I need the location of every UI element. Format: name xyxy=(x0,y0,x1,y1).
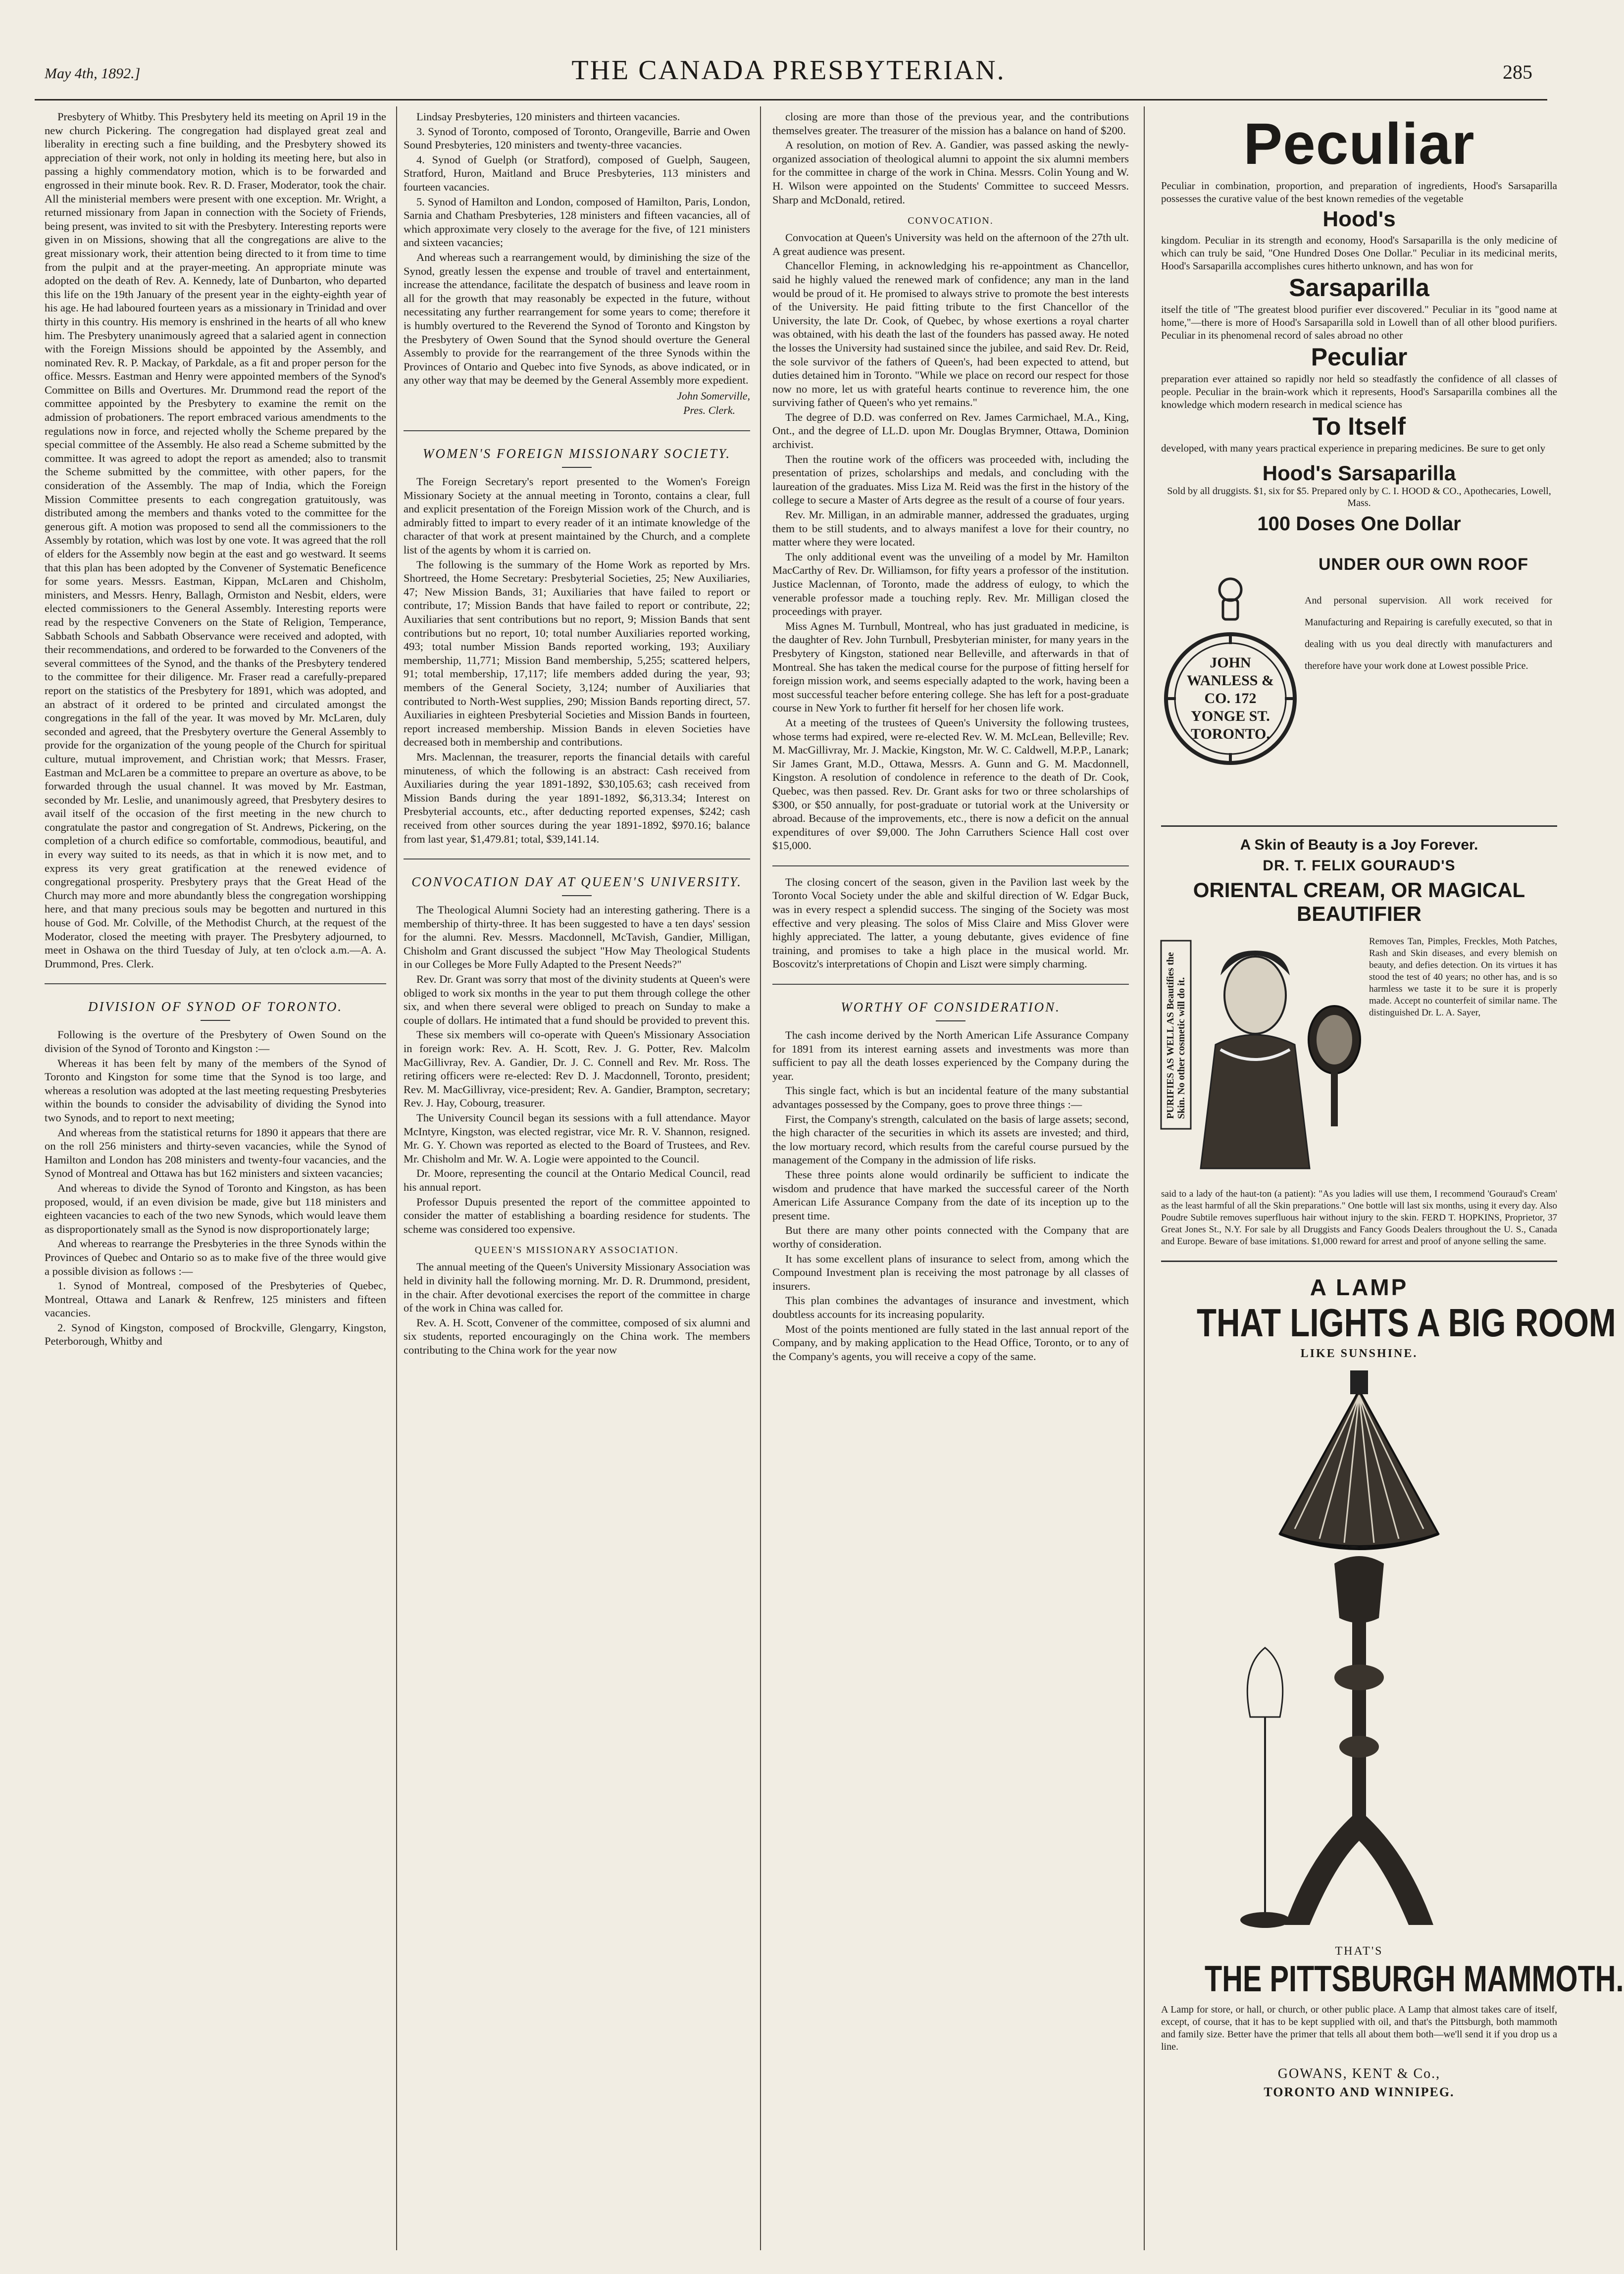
convocation-paragraph: The degree of D.D. was conferred on Rev. James Carmichael, M.A., King, Ont., and the degree of LL.D. upon Mr. Douglas Brymner, Ottawa, Dominion archivist. xyxy=(772,410,1129,451)
convocation-paragraph: The University Council began its sessions with a full attendance. Mayor McIntyre, Kingston, was elected registrar, vice Mr. R. V. Shannon, resigned. Mr. G. Y. Chown was reported as elected to the Board of Trustees, and Rev. Mr. Chisholm and Mr. W. A. Logie were appointed to the Council. xyxy=(404,1112,750,1165)
convocation-paragraph: Professor Dupuis presented the report of the committee appointed to consider the matter of establishing a boarding residence for students. The scheme was considered too expensive. xyxy=(404,1195,750,1235)
section-rule xyxy=(45,983,386,984)
gowans-kent-cities: TORONTO AND WINNIPEG. xyxy=(1264,2085,1455,2099)
qma-paragraph: The annual meeting of the Queen's University Missionary Association was held in divinity hall the following morning. Mr. D. R. Drummond, president, in the chair. After devotional exercises the report of the committee in charge of the work in China was called for. xyxy=(404,1261,750,1314)
division-paragraph: 2. Synod of Kingston, composed of Brockville, Glengarry, Kingston, Peterborough, Whitby and xyxy=(45,1321,386,1348)
convocation-paragraph: These six members will co-operate with Queen's Missionary Association in foreign work: Rev. A. H. Scott, Rev. J. G. Potter, Rev. Malcolm MacGillivray, Rev. A. Gandier, Dr. J. C. Connell and Rev. Mr. Ross. The retiring officers were re-elected: Rev D. J. Macdonnell, Toronto, president; Rev. M. MacGillivray, vice-president; Rev. A. Gandier, Brampton, secretary; Rev. J. Hay, Cobourg, treasurer. xyxy=(404,1028,750,1110)
convocation-paragraph: At a meeting of the trustees of Queen's University the following trustees, whose terms had expired, were re-elected Rev. W. M. McLean, Belleville; Rev. M. MacGillivray, Mr. J. Mackie, Kingston, Mr. W. C. Caldwell, M.P.P., Lanark; Sir James Grant, M.D., Ottawa, Messrs. A. Gunn and G. M. Macdonnell, Kingston. A resolution of condolence in reference to the death of Dr. Cook, Quebec, was then passed. Rev. Dr. Grant asks for two or three scholarships of $300, or $50 annually, for post-graduate or tutorial work at the University or abroad. Because of the improvements, etc., there is now a deficit on the annual expenditures of over $9,000. The John Carruthers Science Hall cost over $15,000. xyxy=(772,716,1129,852)
convocation-subheading: CONVOCATION. xyxy=(908,215,994,227)
worthy-paragraph: Most of the points mentioned are fully stated in the last annual report of the Company, and by making application to the Head Office, Toronto, or to any of the Company's agents, you will receive a copy of the same. xyxy=(772,1322,1129,1363)
gouraud-name: DR. T. FELIX GOURAUD'S xyxy=(1263,858,1456,874)
ad-rule xyxy=(1161,825,1557,827)
qma-paragraph: Rev. A. H. Scott, Convener of the committee, composed of six alumni and six students, reported encouragingly on the China work. The members contributing to the China work for the year now xyxy=(404,1316,750,1356)
column-2 xyxy=(404,110,750,2249)
lamp-title: THAT LIGHTS A BIG ROOM xyxy=(1197,1301,1616,1345)
thats-label: THAT'S xyxy=(1335,1945,1383,1958)
worthy-paragraph: This plan combines the advantages of insurance and investment, which doubtless accounts for its increasing popularity. xyxy=(772,1294,1129,1320)
hundred-doses: 100 Doses One Dollar xyxy=(1257,513,1461,535)
pittsburgh-mammoth-title: THE PITTSBURGH MAMMOTH. xyxy=(1205,1958,1624,1999)
synod-paragraph: Lindsay Presbyteries, 120 ministers and thirteen vacancies. xyxy=(416,110,680,123)
convocation-paragraph: Convocation at Queen's University was held on the afternoon of the 27th ult. A great audience was present. xyxy=(772,231,1129,257)
header-rule xyxy=(35,99,1547,101)
wfms-heading: WOMEN'S FOREIGN MISSIONARY SOCIETY. xyxy=(422,446,731,461)
column-divider xyxy=(1144,106,1145,2250)
column-3 xyxy=(772,110,1129,2249)
qma-heading: QUEEN'S MISSIONARY ASSOCIATION. xyxy=(474,1245,679,1256)
division-heading: DIVISION OF SYNOD OF TORONTO. xyxy=(88,999,343,1014)
sarsaparilla-word: Sarsaparilla xyxy=(1289,274,1429,302)
gouraud-text: Removes Tan, Pimples, Freckles, Moth Patches, Rash and Skin diseases, and every blemish on beauty, and defies detection. On its virtues it has stood the test of 40 years; no other has, and is so harmless we taste it to be sure it is properly made. Accept no counterfeit of similar name. The distinguished Dr. L. A. Sayer, xyxy=(1369,936,1557,1018)
wanless-roof-heading: UNDER OUR OWN ROOF xyxy=(1318,555,1529,574)
to-itself-word: To Itself xyxy=(1313,412,1406,440)
ad-rule xyxy=(1161,1261,1557,1262)
column-divider xyxy=(396,106,397,2250)
gouraud-ad xyxy=(1161,837,1557,1248)
convocation-paragraph: Chancellor Fleming, in acknowledging his re-appointment as Chancellor, said he highly valued the renewed mark of confidence; any man in the land would be proud of it. He promised to always strive to promote the best interests of the University. He paid fitting tribute to the first Chancellor of the University, the late Dr. Cook, of Quebec, by whose exertions a royal charter was obtained, with his death the last of the founders has passed away. He noted the losses the University had sustained since the jubilee, and said Rev. Dr. Reid, the sole survivor of the fathers of Queen's, had been expected to attend, but duties detained him in Toronto. "While we place on record our respect for those now no more, let us with grateful hearts continue to reverence him, the one surviving father of Queen's who yet remains." xyxy=(772,259,1129,409)
running-head xyxy=(45,54,1532,94)
advertisement-column xyxy=(1161,110,1624,2249)
division-paragraph: And whereas to rearrange the Presbyteries in the three Synods within the Provinces of Quebec and Ontario so as to make five of the three would give a possible division as follows :— xyxy=(45,1237,386,1277)
pittsburgh-lamp-ad xyxy=(1161,1274,1624,2100)
purifies-vertical-text: PURIFIES AS WELL AS Beautifies the Skin. No other cosmetic will do it. xyxy=(1165,952,1187,1119)
gouraud-body xyxy=(1161,931,1557,1188)
wanless-text: And personal supervision. All work received for Manufacturing and Repairing is carefully executed, so that in dealing with us you deal directly with manufacturers and therefore have your work done at Lowest possible Price. xyxy=(1305,595,1552,671)
hoods-ad-text: Peculiar in combination, proportion, and preparation of ingredients, Hood's Sarsaparilla possesses the curative value of the best known remedies of the vegetable xyxy=(1161,180,1557,204)
vocal-society-paragraph: The closing concert of the season, given in the Pavilion last week by the Toronto Vocal Society under the able and skilful direction of W. Edgar Buck, was in every respect a splendid success. The singing of the Society was most effective and very pleasing. The solos of Miss Claire and Miss Glover were highly appreciated. The latter, a young debutante, gives evidence of fine training, and promises to take a high place in the musical world. Mr. Boscovitz's interpretations of Chopin and Liszt were simply charming. xyxy=(772,875,1129,970)
division-paragraph: Following is the overture of the Presbytery of Owen Sound on the division of the Synod of Toronto and Kingston :— xyxy=(45,1028,386,1055)
signature-name: John Somerville, xyxy=(677,389,750,402)
mammoth-body: A Lamp for store, or hall, or church, or other public place. A Lamp that almost takes care of itself, except, of course, that it has to be kept supplied with oil, and that's the Pittsburgh, both mammoth and family size. Better have the primer that tells all about them both—we'll send it if you drop us a line. xyxy=(1161,2004,1557,2052)
section-rule xyxy=(404,430,750,431)
division-paragraph: And whereas to divide the Synod of Toronto and Kingston, as has been proposed, would, if an even division be made, give but 118 ministers and eighteen vacancies to each of the two new Synods, which would leave them as disproportionately small as the Synod is now disproportionately large; xyxy=(45,1181,386,1235)
convocation-paragraph: The only additional event was the unveiling of a model by Mr. Hamilton MacCarthy of Rev. Dr. Williamson, for fifty years a professor of the institution. Justice Maclennan, of Toronto, made the address of eulogy, to which the venerable professor made a touching reply. Rev. Mr. Milligan closed the proceedings with prayer. xyxy=(772,550,1129,618)
worthy-paragraph: These three points alone would ordinarily be sufficient to indicate the wisdom and prudence that have marked the successful career of the North American Life Assurance Company from the date of its inception up to the present time. xyxy=(772,1168,1129,1222)
masthead-title: THE CANADA PRESBYTERIAN. xyxy=(571,55,1006,86)
wanless-badge: JOHN WANLESS & CO. 172 YONGE ST. TORONTO. xyxy=(1187,655,1274,742)
section-rule xyxy=(772,984,1129,985)
hoods-ad-text: kingdom. Peculiar in its strength and economy, Hood's Sarsaparilla is the only medicine of which can truly be said, "One Hundred Doses One Dollar." Peculiar in its medicinal merits, Hood's Sarsaparilla accomplishes cures hitherto unknown, and has won for xyxy=(1161,234,1557,272)
hoods-sarsaparilla-ad xyxy=(1161,111,1557,535)
division-paragraph: And whereas from the statistical returns for 1890 it appears that there are on the roll 256 ministers and thirty-seven vacancies, while the Synod of Hamilton and London has 208 ministers and twenty-four vacancies, and the Synod of Montreal and Ottawa has but 162 ministers and sixteen vacancies; xyxy=(45,1126,386,1180)
worthy-paragraph: First, the Company's strength, calculated on the basis of large assets; second, the high character of the securities in which its assets are invested; and third, the low mortuary record, which results from the careful course pursued by the management of the Company in the admission of life risks. xyxy=(772,1112,1129,1166)
hoods-word: Hood's xyxy=(1322,207,1396,231)
worthy-paragraph: This single fact, which is but an incidental feature of the many substantial advantages possessed by the Company, goes to prove three things :— xyxy=(772,1084,1129,1111)
hoods-ad-text: developed, with many years practical experience in preparing medicines. Be sure to get only xyxy=(1161,442,1546,454)
worthy-paragraph: But there are many other points connected with the Company that are worthy of consideration. xyxy=(772,1224,1129,1250)
mission-paragraph: closing are more than those of the previous year, and the contributions themselves greater. The treasurer of the mission has a balance on hand of $200. xyxy=(772,110,1129,137)
lamp-subtitle: LIKE SUNSHINE. xyxy=(1300,1347,1418,1360)
whitby-report: Presbytery of Whitby. This Presbytery held its meeting on April 19 in the new church Pickering. The congregation had displayed great zeal and liberality in erecting such a fine building, and the Presbytery showed its appreciation of their work, not only in holding its meeting here, but also in passing a highly commendatory motion, which is to be forwarded and engrossed in their minute book. Rev. R. D. Fraser, Moderator, took the chair. All the ministerial members were present with one exception. Mr. Wright, a returned missionary from Japan in connection with the Society of Friends, being present, was invited to sit with the Presbytery. Interesting reports were given in on Missions, showing that all the congregations are alive to the great missionary work, their attention being directed to it from time to time from the pulpit and at the prayer-meeting. An appropriate minute was adopted on the death of Rev. A. Kennedy, late of Dunbarton, who departed this life on the 19th January of the present year in the eighty-eighth year of his age. He had laboured fourteen years as a missionary in Trinidad and over thirty in this country. His memory is enshrined in the hearts of all who knew him. The Presbytery unanimously agreed that a salaried agent in connection with the Foreign Missions should be appointed by the Assembly, and nominated Rev. R. P. Mackay, of Parkdale, as a fit and proper person for the office. Messrs. Eastman and Henry were appointed members of the Synod's Committee on Bills and Overtures. Mr. Drummond read the report of the committee appointed by the Presbytery to examine the remit on the admission of probationers. The report embraced various amendments to the regulations now in force, and rejected wholly the Scheme prepared by the special committee of the Assembly. He also read a Scheme submitted by the committee. It was agreed to adopt the report as amended; also to transmit the Scheme submitted by the committee, with other papers, for the consideration of the Assembly. The map of India, which the Foreign Mission Committee presents to each congregation gratuitously, was distributed among the members and thanks voted to the committee for the generous gift. A motion was proposed to send all the commissioners to the Assembly by rotation, which was lost by one vote. It was agreed that the roll of elders for the Assembly now begin at the east and go westward. It seems that this plan has been adopted by the Convener of Systematic Beneficence for some years. Messrs. Eastman, Kippan, McLaren and Chisholm, ministers, and Messrs. Henry, Ballagh, Ormiston and Nesbit, elders, were elected commissioners to the General Assembly. Interesting reports were read by the respective Conveners on the State of Religion, Temperance, Sabbath Schools and Sabbath Observance were received and adopted, with their recommendations, and ordered to be forwarded to the Conveners of the several committees of the Synod, and the thanks of the Presbytery tendered to the committee for their diligence. Mr. Fraser read a carefully-prepared report on the statistics of the Presbytery for 1891, which was adopted, and an abstract of it ordered to be printed and circulated amongst the congregations in the fall of the year. It was moved by Mr. McLaren, duly seconded and agreed, that the Presbytery overture the General Assembly to provide for the organization of the young people of the Church for spiritual culture, mutual improvement, and Christian work; that Messrs. Fraser, Eastman and McLaren be a committee to prepare an overture as above, to be forwarded through the usual channel. It was moved by Mr. Eastman, seconded by Mr. Leslie, and unanimously agreed, that Presbytery desires to avail itself of the occasion of the first meeting in the new church to congratulate the pastor and congregation of St. Andrews, Pickering, on the completion of a church edifice so comfortable, commodious, beautiful, and in every way suited to its needs, as that in which it is now met, and to express its very great gratification at the renewed evidence of congregational prosperity. Presbytery prays that the Great Head of the Church may more and more abundantly bless the congregation worshipping here, and that many precious souls may be begotten and nurtured in this house of God. Mr. Colville, of the Methodist Church, at the request of the Moderator, closed the meeting with prayer. The Presbytery adjourned, to meet in Oshawa on the third Tuesday of July, at ten o'clock a.m.—A. A. Drummond, Pres. Clerk. xyxy=(45,110,386,970)
heading-rule xyxy=(936,1020,965,1021)
heading-rule xyxy=(201,1020,230,1021)
hoods-sold-by: Sold by all druggists. $1, six for $5. Prepared only by C. I. HOOD & CO., Apothecaries, Lowell, Mass. xyxy=(1167,486,1551,508)
wfms-paragraph: The Foreign Secretary's report presented to the Women's Foreign Missionary Society at the annual meeting in Toronto, contains a clear, full and explicit presentation of the Foreign Mission work of the Church, and is admirably fitted to impart to every reader of it an intimate knowledge of the character of that work at present maintained by the Church, and a complete list of the agents by whom it is carried on. xyxy=(404,475,750,556)
page-number: 285 xyxy=(1503,61,1532,83)
skin-of-beauty-heading: A Skin of Beauty is a Joy Forever. xyxy=(1240,837,1478,853)
wfms-paragraph: The following is the summary of the Home Work as reported by Mrs. Shortreed, the Home Secretary: Presbyterial Societies, 25; New Auxiliaries, 47; New Mission Bands, 31; Auxiliaries that have failed to report or contribute, 17; Mission Bands that have failed to report or contribute, 22; Auxiliaries that sent contributions but no report, 9; Mission Bands that sent contributions but no report, 10; total number Auxiliaries reported working, 493; total number Mission Bands reported working, 193; Auxiliary membership, 11,771; Mission Band membership, 5,255; scattered helpers, 91; total membership, 17,117; life members added during the year, 93; members of the General Society, 3,124; number of Auxiliaries that contributed to North-West supplies, 290; Mission Bands reporting direct, 57. Auxiliaries in eighteen Presbyterial Societies and Mission Bands in fourteen, report increased membership. Mission Bands in eleven Societies have decreased both in membership and contributions. xyxy=(404,558,750,749)
hanging-lamp-icon xyxy=(1220,1370,1498,1940)
column-1 xyxy=(45,110,386,2249)
synod-paragraph: 4. Synod of Guelph (or Stratford), composed of Guelph, Saugeen, Stratford, Huron, Maitland and Bruce Presbyteries, 113 ministers and fourteen vacancies. xyxy=(404,153,750,193)
gouraud-foot-text: said to a lady of the haut-ton (a patient): "As you ladies will use them, I recommend 'Gouraud's Cream' as the least harmful of all the Skin preparations." One bottle will last six months, using it every day. Also Poudre Subtile removes superfluous hair without injury to the skin. FERD T. HOPKINS, Proprietor, 37 Great Jones St., N.Y. For sale by all Druggists and Fancy Goods Dealers throughout the U. S., Canada and Europe. Beware of base imitations. $1,000 reward for arrest and proof of anyone selling the same. xyxy=(1161,1189,1557,1247)
column-divider xyxy=(760,106,761,2250)
woman-with-mirror-icon xyxy=(1161,931,1369,1178)
peculiar-title: Peculiar xyxy=(1243,111,1475,177)
worthy-paragraph: The cash income derived by the North American Life Assurance Company for 1891 from its interest earning assets and investments was more than sufficient to pay all the death losses experienced by the Company during the year. xyxy=(772,1029,1129,1082)
division-paragraph: 1. Synod of Montreal, composed of the Presbyteries of Quebec, Montreal, Ottawa and Lanark & Renfrew, 125 ministers and fifteen vacancies. xyxy=(45,1279,386,1319)
mission-paragraph: A resolution, on motion of Rev. A. Gandier, was passed asking the newly-organized association of theological alumni to appoint the six alumni members for the committee in charge of the work in China. Messrs. Colin Young and W. H. Wilson were appointed on the Students' Committee to succeed Messrs. Sharp and McDonald, retired. xyxy=(772,139,1129,206)
convocation-paragraph: Dr. Moore, representing the council at the Ontario Medical Council, read his annual report. xyxy=(404,1167,750,1193)
issue-date: May 4th, 1892.] xyxy=(45,65,141,82)
oriental-cream-title: ORIENTAL CREAM, OR MAGICAL BEAUTIFIER xyxy=(1193,878,1525,925)
convocation-paragraph: The Theological Alumni Society had an interesting gathering. There is a membership of thirty-three. It has been suggested to have a ten days' session for the alumni. Rev. Messrs. Macdonnell, McTavish, Gandier, Milligan, Chisholm and Grant discussed the subject "How May Theological Students in our Colleges be More Fully Adapted to the Present Needs?" xyxy=(404,904,750,971)
worthy-heading: WORTHY OF CONSIDERATION. xyxy=(841,1000,1061,1015)
wanless-ad xyxy=(1161,555,1557,812)
synod-paragraph: 5. Synod of Hamilton and London, composed of Hamilton, Paris, London, Sarnia and Chatham Presbyteries, 128 ministers and fifteen vacancies, all of which approximate very closely to the average for the five, of 121 ministers and sixteen vacancies; xyxy=(404,195,750,249)
heading-rule xyxy=(562,895,592,896)
signature-role: Pres. Clerk. xyxy=(683,404,735,417)
division-paragraph: Whereas it has been felt by many of the members of the Synod of Toronto and Kingston for some time that the Synod is too large, and whereas a resolution was adopted at the last meeting requesting Presbyteries within the bounds to consider the advisability of dividing the Synod into two Synods, and to report to next meeting; xyxy=(45,1057,386,1124)
convocation-paragraph: Rev. Mr. Milligan, in an admirable manner, addressed the graduates, urging them to be still students, and to always manifest a love for their country, no matter where they were located. xyxy=(772,508,1129,549)
hoods-sarsaparilla-name: Hood's Sarsaparilla xyxy=(1262,461,1456,485)
convocation-heading: CONVOCATION DAY AT QUEEN'S UNIVERSITY. xyxy=(411,874,742,890)
synod-paragraph: And whereas such a rearrangement would, by diminishing the size of the Synod, greatly lessen the expense and trouble of travel and entertainment, increase the attendance, facilitate the despatch of business and leave room in all for the growth that may reasonably be expected in the future, without necessitating any further rearrangement for some years to come; therefore it is humbly overtured to the Reverend the Synod of Toronto and Kingston by the Presbytery of Owen Sound that the Synod should overture the General Assembly to provide for the rearrangement of the three Synods within the Provinces of Ontario and Quebec into five Synods, as above indicated, or in any other way that may be deemed by the General Assembly more expedient. xyxy=(404,251,750,387)
convocation-paragraph: Rev. Dr. Grant was sorry that most of the divinity students at Queen's were obliged to work six months in the year to put them through college the other six, and when there several were obliged to preach on Sunday to make a couple of dollars. He intimated that a fund should be provided to prevent this. xyxy=(404,973,750,1026)
worthy-paragraph: It has some excellent plans of insurance to select from, among which the Compound Investment plan is receiving the most patronage by all classes of insurers. xyxy=(772,1252,1129,1292)
hoods-ad-body xyxy=(1161,179,1557,455)
gowans-kent-name: GOWANS, KENT & Co., xyxy=(1277,2066,1441,2081)
heading-rule xyxy=(562,467,592,468)
wfms-paragraph: Mrs. Maclennan, the treasurer, reports the financial details with careful minuteness, of which the following is an abstract: Cash received from Auxiliaries during the year 1891-1892, $30,105.63; cash received from Mission Bands during the year 1891-1892, $6,313.34; Interest on Presbyterial accounts, etc., after deducting reported expenses, $242; cash received from other sources during the year 1891-1892, $970.16; balance from last year, $1,479.81; total, $39,141.14. xyxy=(404,750,750,845)
synod-paragraph: 3. Synod of Toronto, composed of Toronto, Orangeville, Barrie and Owen Sound Presbyteries, 120 ministers and twenty-three vacancies. xyxy=(404,125,750,152)
convocation-paragraph: Miss Agnes M. Turnbull, Montreal, who has just graduated in medicine, is the daughter of Rev. John Turnbull, Presbyterian minister, for many years in the Presbytery of Kingston, stationed near Belleville, and afterwards in that of Montreal. She has taken the medical course for the purpose of fitting herself for foreign mission work, and seems especially adapted to the work, having been a most successful teacher before entering college. She has left for a post-graduate course in New York to further fit herself for her chosen life work. xyxy=(772,619,1129,714)
section-rule xyxy=(772,865,1129,866)
convocation-paragraph: Then the routine work of the officers was proceeded with, including the presentation of prizes, scholarships and medals, and concluding with the laureation of the graduates. Miss Liza M. Reid was the first in the history of the college to secure a Master of Arts degree as the result of a course of four years. xyxy=(772,453,1129,506)
hoods-ad-text: itself the title of "The greatest blood purifier ever discovered." Peculiar in its "good name at home,"—there is more of Hood's Sarsaparilla sold in Lowell than of all other blood purifiers. Peculiar in its phenomenal record of sales abroad no other xyxy=(1161,303,1557,341)
hoods-ad-text: preparation ever attained so rapidly nor held so steadfastly the confidence of all classes of people. Peculiar in the brain-work which it represents, Hood's Sarsaparilla combines all the knowledge which modern research in medical science has xyxy=(1161,373,1557,410)
peculiar-word: Peculiar xyxy=(1311,343,1408,371)
lamp-heading: A LAMP xyxy=(1310,1274,1409,1300)
